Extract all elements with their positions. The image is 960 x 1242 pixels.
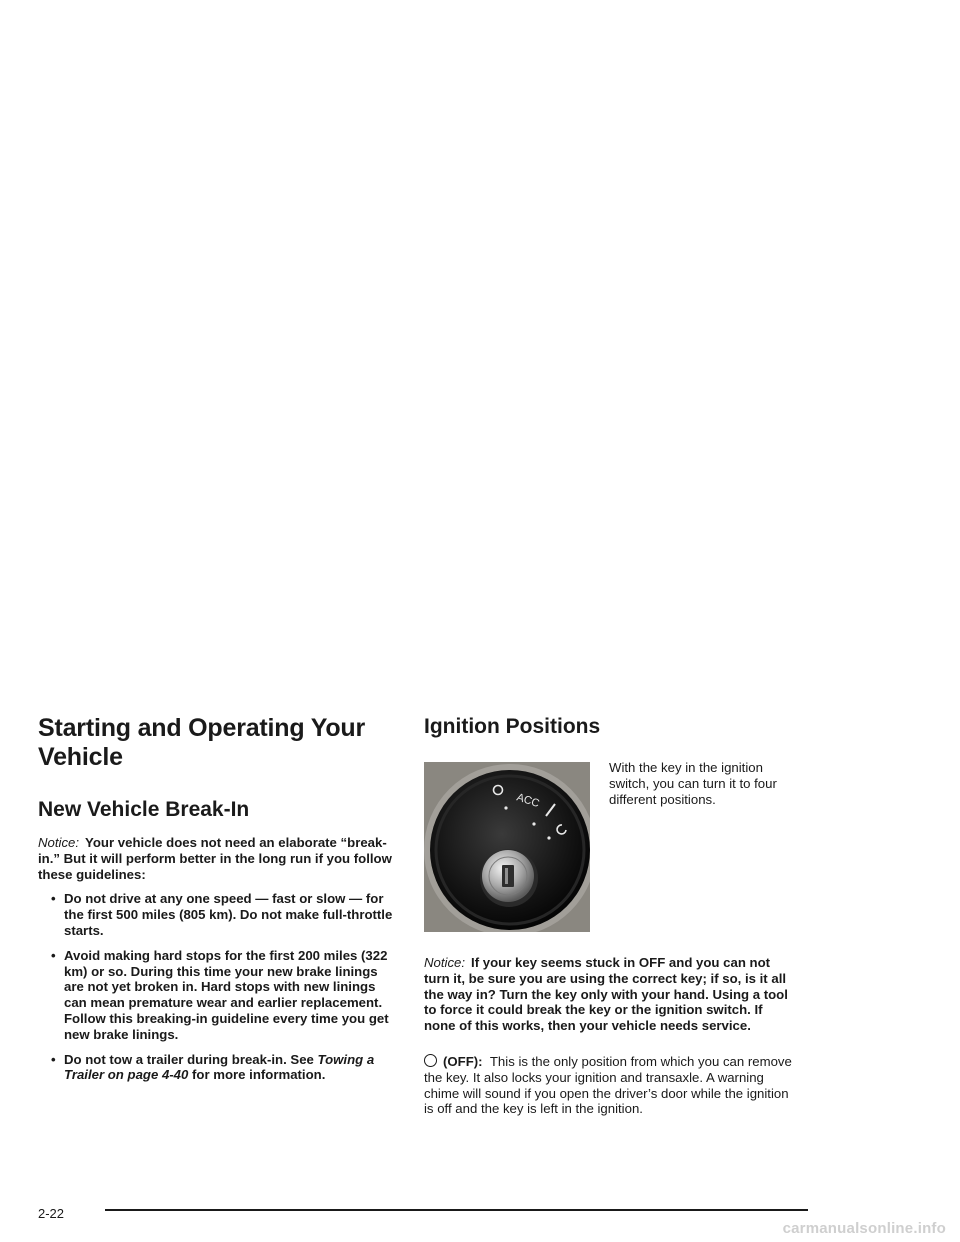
ignition-title: Ignition Positions	[424, 715, 601, 738]
bullet-icon: •	[51, 947, 56, 963]
ignition-notice	[424, 955, 794, 1034]
ignition-switch-photo	[424, 762, 590, 932]
list-item: • Avoid making hard stops for the first 200 miles (322 km) or so. During this time your new brake linings are not yet broken in. Hard stops with new linings can mean premature wear and earlier replacement. Follow this breaking-in guideline every time you get new brake linings.	[51, 947, 389, 1042]
off-position-icon	[424, 1054, 437, 1067]
watermark: carmanualsonline.info	[782, 1220, 946, 1237]
left-column	[38, 714, 398, 1083]
notice-label: Notice:	[424, 955, 466, 970]
ignition-intro: With the key in the ignition switch, you can turn it to four different positions.	[609, 760, 777, 807]
page-number: 2-22	[38, 1206, 65, 1221]
guidelines-list	[38, 891, 398, 1083]
footer-rule	[105, 1209, 808, 1211]
notice-paragraph	[38, 835, 398, 882]
towing-reference-link[interactable]: Towing a Trailer on page 4-40	[64, 1051, 375, 1083]
notice-label: Notice:	[38, 835, 80, 850]
notice-text: If your key seems stuck in OFF and you can not turn it, be sure you are using the correct key; if so, is it all the way in? Turn the key only with your hand. Using a tool to force it could break the key or the ignition switch. If none of this works, then your vehicle needs service.	[424, 955, 788, 1034]
off-position-paragraph	[424, 1054, 794, 1117]
off-text: This is the only position from which you can remove the key. It also locks your ignition and transaxle. A warning chime will sound if you open the driver’s door while the ignition is off and the key is left in the ignition.	[424, 1054, 792, 1117]
subsection-title: New Vehicle Break-In	[38, 798, 250, 821]
acc-label: ACC	[515, 791, 541, 811]
right-column	[424, 714, 794, 1117]
off-label: (OFF):	[443, 1054, 483, 1069]
bullet-icon: •	[51, 1051, 56, 1067]
list-item: • Do not tow a trailer during break-in. See Towing a Trailer on page 4-40 for more information.	[51, 1051, 375, 1083]
list-item: • Do not drive at any one speed — fast or slow — for the first 500 miles (805 km). Do not make full-throttle starts.	[51, 891, 393, 938]
section-title: Starting and Operating Your Vehicle	[38, 714, 366, 771]
notice-text: Your vehicle does not need an elaborate “break-in.” But it will perform better in the long run if you follow these guidelines:	[38, 835, 392, 882]
bullet-icon: •	[51, 891, 56, 907]
